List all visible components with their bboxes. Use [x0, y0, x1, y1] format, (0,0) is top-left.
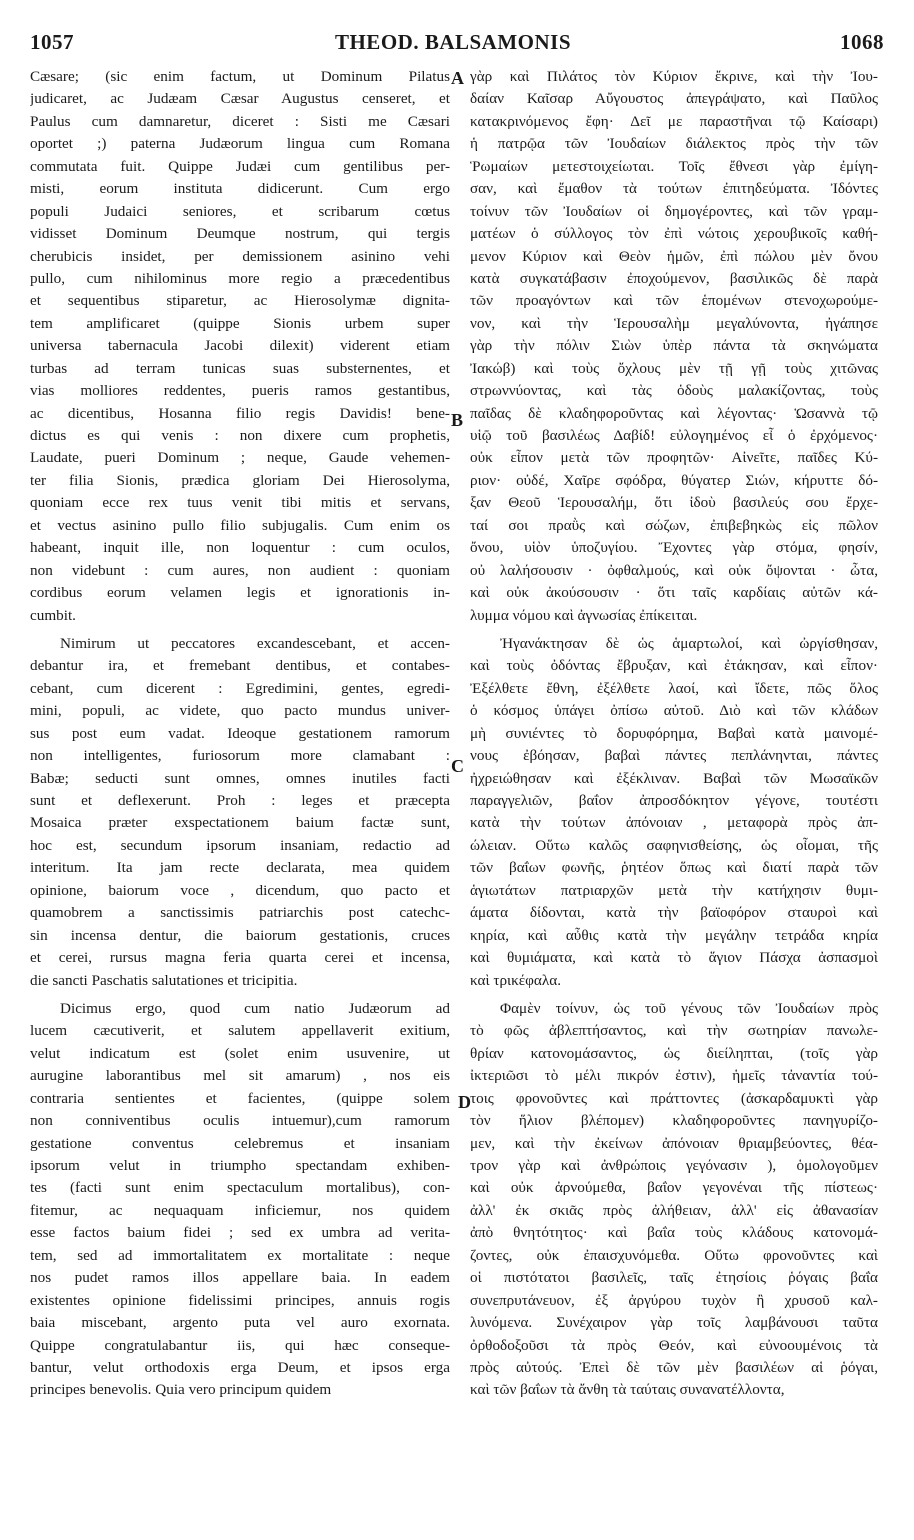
latin-line: hoc est, secundum ipsorum insaniam, redactio ad: [30, 836, 450, 854]
greek-line: στρωννύοντας, καὶ τὰς ὁδοὺς μαλακίζοντας, τοὺς: [470, 382, 878, 400]
latin-line: die sancti Paschatis salutationes et tricipitia.: [30, 971, 298, 989]
latin-line: fitemur, ac nequaquam inficiemur, nos quidem: [30, 1201, 450, 1219]
latin-line: bantur, velut orthodoxis erga Deum, et ipsos erga: [30, 1358, 450, 1376]
latin-line: et sequentibus stiparetur, ac Hierosolymæ dignita-: [30, 292, 450, 310]
section-marker-b: B: [451, 410, 464, 430]
greek-line: οὐκ εἶπον μετὰ τῶν προφητῶν· Αἰνεῖτε, παῖδες Κύ-: [470, 449, 878, 467]
greek-line: Ἰακώβ) καὶ τοὺς ὄχλους μὲν τῇ γῇ τοὺς χιτῶνας: [470, 359, 878, 377]
latin-line: Cæsare; (sic enim factum, ut Dominum Pilatus: [30, 68, 450, 85]
greek-line: συνεπρυτάνευον, ἐξ ἀργύρου τυχὸν ἢ χρυσοῦ καλ-: [470, 1291, 878, 1309]
latin-line: lucem cæcutiverit, et salutem appellaverit exitium,: [30, 1022, 450, 1040]
latin-line: oportet ;) paterna Judæorum lingua cum Romana: [30, 135, 450, 153]
greek-line: παραγγελιῶν, βαΐον ἀπροσδόκητον γέγονε, τουτέστι: [470, 792, 878, 809]
latin-line: non intelligentes, furiosorum more clamabant :: [30, 747, 450, 765]
greek-line: ἁγιωτάτων πατριαρχῶν μετὰ τὴν κατήχησιν θυμι-: [470, 881, 878, 899]
latin-line: aurugine laborantibus mel sit amarum) , nos eis: [30, 1067, 450, 1085]
latin-line: baia miscebant, argento puta vel auro exornata.: [30, 1314, 450, 1332]
latin-line: habeant, inquit ille, non loquentur : cum oculos,: [30, 539, 450, 557]
greek-line: ξαν Θεοῦ Ἱερουσαλήμ, ὅτι ἰδοὺ βασιλεύς σου ἔρχε-: [470, 494, 878, 512]
greek-column: [470, 66, 878, 1402]
greek-line: τρον γὰρ καὶ ἀνθρώποις γεγόνασιν ), ὁμολογοῦμεν: [470, 1157, 878, 1174]
greek-line: ὀρθοδοξοῦσι τὰ πρὸς Θεόν, καὶ εὐνοουμένοις τὰ: [470, 1336, 878, 1354]
greek-line: καὶ τοὺς ὀδόντας ἔβρυξαν, καὶ ἐτάκησαν, καὶ εἶπον·: [470, 657, 878, 675]
greek-line: Φαμὲν τοίνυν, ὡς τοῦ γένους τῶν Ἰουδαίων πρὸς: [500, 999, 878, 1017]
latin-line: commutata fuit. Quippe Judæi cum gentilibus per-: [30, 157, 450, 175]
latin-line: interitum. Ita jam recte declarata, mea quidem: [30, 859, 450, 877]
latin-line: dictus es qui venis : non dixere cum prophetis,: [30, 427, 450, 444]
greek-line: ἀπὸ θνητότητος· καὶ βαΐα τοὺς κλάδους κατονομά-: [470, 1224, 878, 1242]
greek-line: καὶ τρικέφαλα.: [470, 971, 561, 989]
greek-line: μὴ συνιέντες τὸ δορυφόρημα, Βαβαὶ κατὰ μαινομέ-: [470, 724, 878, 742]
latin-line: tem, sed ad immortalitatem ex mortalitate : neque: [30, 1246, 450, 1264]
greek-line: καὶ τῶν βαΐων τὰ ἄνθη τὰ ταύταις συνανατέλλοντα,: [470, 1381, 785, 1399]
latin-line: Nimirum ut peccatores excandescebant, et accen-: [60, 634, 450, 652]
latin-line: contraria sentientes et facientes, (quippe solem: [30, 1089, 450, 1107]
latin-line: non conniventibus oculis intuemur),cum ramorum: [30, 1112, 450, 1130]
greek-line: Ἐξέλθετε ἔθνη, ἐξέλθετε λαοί, καὶ ἴδετε, πῶς ὅλος: [470, 679, 878, 697]
latin-line: gestatione conventus celebremus et insaniam: [30, 1134, 450, 1152]
greek-line: οὐ λαλήσουσιν · ὀφθαλμούς, καὶ οὐκ ὄψονται · ὦτα,: [470, 561, 878, 579]
greek-line: ἠχρειώθησαν καὶ ἐξέκλιναν. Βαβαὶ τῶν Μωσαϊκῶν: [470, 769, 878, 787]
greek-line: οἱ πιστότατοι βασιλεῖς, ταῖς ἐτησίοις ῥόγαις βαΐα: [470, 1269, 878, 1287]
greek-line: νον, καὶ τὴν Ἱερουσαλὴμ μεγαλύνοντα, ἠγάπησε: [470, 314, 878, 332]
latin-line: existentes opinione fidelissimi principes, annuis rogis: [30, 1291, 450, 1309]
latin-line: et vectus asinino pullo filio subjugalis. Cum enim os: [30, 516, 450, 534]
greek-line: ταί σοι πραῢς καὶ σώζων, ἐπιβεβηκὼς εἰς πῶλον: [470, 516, 878, 534]
latin-line: esse factos baium fidei ; sed ex umbra ad verita-: [30, 1224, 450, 1242]
latin-line: cebant, cum dicerent : Egredimini, gentes, egredi-: [30, 679, 450, 697]
latin-column: [30, 66, 450, 1402]
greek-line: τοις φρονοῦντες καὶ πράττοντες (ἀσκαρδαμυκτὶ γὰρ: [470, 1089, 878, 1107]
greek-line: τῶν βαΐων φωνῆς, ῥητέον ὅπως καὶ διατί παρὰ τῶν: [470, 859, 878, 877]
greek-line: κηρία, καὶ αὖθις κατὰ τὴν μεγάλην τετράδα κηρία: [470, 926, 878, 944]
running-header: [22, 30, 884, 56]
greek-line: ὁ κόσμος ὑπάγει ὀπίσω αὐτοῦ. Διὸ καὶ τῶν κλάδων: [470, 702, 878, 720]
latin-line: quamobrem a sanctissimis patriarchis post catechc-: [30, 904, 450, 922]
greek-line: άματα δίδονται, κατὰ τὴν βαϊοφόρον σταυροὶ καὶ: [470, 904, 878, 922]
greek-line: ριον· οὐδέ, Χαῖρε σφόδρα, θύγατερ Σιών, κήρυττε δό-: [470, 471, 878, 489]
greek-line: λυμμα νόμου καὶ ἀγνωσίας ἐπίκειται.: [470, 606, 698, 624]
latin-line: Quippe congratulabantur iis, qui hæc conseque-: [30, 1336, 450, 1354]
latin-line: mini, populi, ac videte, quo pacto mundus univer-: [30, 702, 450, 720]
greek-line: ματέων ὁ σύλλογος τὸν ἐπὶ νώτοις χερουβικοῖς καθή-: [470, 225, 878, 243]
running-title: THEOD. BALSAMONIS: [334, 30, 572, 54]
latin-line: Paulus cum damnaretur, diceret : Sisti me Cæsari: [30, 112, 450, 130]
greek-line: ζοντες, οὐκ ἐπαισχυνόμεθα. Οὕτω φρονοῦντες καὶ: [470, 1246, 878, 1264]
page-number-right: 1068: [840, 30, 884, 54]
latin-line: principes benevolis. Quia vero principum quidem: [30, 1381, 332, 1399]
greek-line: τὸν ἥλιον βλέπομεν) κλαδηφοροῦντες πανηγυρίζο-: [470, 1112, 878, 1130]
greek-line: σαν, καὶ ἔμαθον τὰ τούτων ἐπιτηδεύματα. Ἰδόντες: [470, 180, 878, 198]
latin-line: ac dicentibus, Hosanna filio regis Davidis! bene-: [30, 404, 450, 422]
latin-line: cordibus eorum velamen legis et ignorationis in-: [30, 584, 450, 602]
latin-line: Mosaica præter exspectationem baium factæ sunt,: [30, 814, 450, 832]
latin-line: quoniam ecce rex tuus venit tibi mitis et servans,: [30, 494, 450, 512]
latin-line: tes (facti sunt enim spectaculum mortalibus), con-: [30, 1179, 450, 1197]
greek-line: καὶ οὐκ ἀκούσουσιν · ὅτι ταῖς καρδίαις αὐτῶν κά-: [470, 584, 878, 602]
section-marker-d: D: [458, 1092, 471, 1112]
greek-line: κατὰ συγκατάβασιν ἐποχούμενον, βασιλικῶς δὲ παρὰ: [470, 269, 878, 287]
greek-line: μενον Κύριον καὶ Θεὸν ἡμῶν, ἐπὶ πώλου μὲν ὄνου: [470, 247, 878, 265]
greek-line: ἰκτεριῶσι τὸ μέλι πικρόν ἐστιν), ἡμεῖς τἀναντία τού-: [470, 1067, 878, 1085]
greek-line: Ῥωμαίων μετεστοιχείωται. Τοῖς ἔθνεσι γὰρ ἐμίγη-: [470, 157, 878, 175]
greek-line: νους ἐβόησαν, βαβαὶ πάντες πεπλάνηνται, πάντες: [470, 747, 878, 765]
latin-line: Laudate, pueri Dominum ; neque, Gaude vehemen-: [30, 449, 450, 467]
greek-line: τοίνυν τῶν Ἰουδαίων οἱ δημογέροντες, καὶ τῶν γραμ-: [470, 202, 878, 220]
greek-line: ἀλλ' ἐκ σκιᾶς πρὸς ἀλήθειαν, ἀλλ' εἰς ἀθανασίαν: [470, 1201, 878, 1219]
greek-line: γὰρ καὶ Πιλάτος τὸν Κύριον ἔκρινε, καὶ τὴν Ἰου-: [470, 68, 878, 85]
latin-line: Babæ; seducti sunt omnes, omnes inutiles facti: [30, 769, 450, 787]
latin-line: turbas ad terram tunicas suas substernentes, et: [30, 359, 450, 377]
latin-line: universa tabernacula Jacobi dilexit) viderent etiam: [30, 337, 450, 355]
greek-line: Ἠγανάκτησαν δὲ ὡς ἁμαρτωλοί, καὶ ὠργίσθησαν,: [500, 634, 878, 652]
latin-line: tem amplificaret (quippe Sionis urbem super: [30, 314, 450, 332]
greek-line: τὸ φῶς ἀβλεπτήσαντος, καὶ τὴν σωτηρίαν πανωλε-: [470, 1022, 878, 1040]
greek-line: δαίαν Καῖσαρ Αὔγουστος ἀπεγράψατο, καὶ Παῦλος: [470, 90, 878, 108]
latin-line: vias molliores reddentes, pueris ramos gestantibus,: [30, 382, 450, 400]
latin-line: misti, eorum instituta didicerunt. Cum ergo: [30, 180, 450, 198]
section-marker-a: A: [451, 68, 464, 88]
greek-line: παῖδας δὲ κλαδηφοροῦντας καὶ λέγοντας· Ὡσαννὰ τῷ: [470, 404, 878, 422]
latin-line: cherubicis insidet, per demissionem asinino vehi: [30, 247, 450, 265]
page-number-left: 1057: [30, 30, 74, 54]
greek-line: λυνόμενα. Συνέχαιρον γὰρ τοῖς λαμβάνουσι ταῦτα: [470, 1314, 878, 1332]
latin-line: Dicimus ergo, quod cum natio Judæorum ad: [60, 999, 450, 1017]
latin-line: et cerei, rursus magna feria quarta cerei et incensa,: [30, 949, 450, 967]
greek-line: θρίαν κατονομάσαντος, ὡς διείληπται, (τοῖς γὰρ: [470, 1044, 878, 1062]
greek-line: ἡ πατρῷα τῶν Ἰουδαίων διάλεκτος πρὸς τὴν τῶν: [470, 135, 878, 153]
latin-line: opinione, baiorum voce , dicendum, quo pacto et: [30, 881, 450, 899]
greek-line: μεν, καὶ τὴν ἐκείνων ἀπόνοιαν θριαμβεύοντες, θέα-: [470, 1134, 878, 1152]
latin-line: non videbunt : cum aures, non audient : quoniam: [30, 561, 450, 579]
latin-line: cumbit.: [30, 606, 76, 624]
latin-line: velut indicatum est (solet enim usuvenire, ut: [30, 1044, 450, 1062]
greek-line: κατὰ τὴν τούτων ἀπόνοιαν , μεταφορὰ πρὸς ἀπ-: [470, 814, 878, 832]
greek-line: καὶ θυμιάματα, καὶ κατὰ τὸ ἅγιον Πάσχα ἀσπασμοὶ: [470, 949, 878, 967]
latin-line: ter filia Sionis, prædica gloriam Dei Hierosolyma,: [30, 471, 450, 489]
latin-line: sunt et deflexerunt. Proh : leges et præcepta: [30, 792, 450, 809]
latin-line: debantur ira, et fremebant dentibus, et contabes-: [30, 657, 450, 675]
greek-line: πρὸς αὐτούς. Ἐπεὶ δὲ τῶν μὲν βασιλέων αἱ ῥόγαι,: [470, 1358, 878, 1376]
latin-line: sin incensa dentur, die baiorum gestationis, cruces: [30, 926, 450, 944]
latin-line: judicaret, ac Judæam Cæsar Augustus censeret, et: [30, 90, 450, 108]
greek-line: υἱῷ τοῦ βασιλέως Δαβίδ! εὐλογημένος εἶ ὁ ἐρχόμενος·: [470, 427, 878, 444]
greek-line: καὶ οὐκ ἀρνούμεθα, βαΐον γεγονέναι τῆς πίστεως·: [470, 1179, 878, 1197]
greek-line: ὄνου, υἱὸν ὑποζυγίου. Ἔχοντες γὰρ στόμα, φησίν,: [470, 539, 878, 557]
latin-line: nos pudet ramos illos appellare baia. In eadem: [30, 1269, 450, 1287]
greek-line: τῶν προαγόντων καὶ τῶν ἑπομένων στενοχωρούμε-: [470, 292, 878, 310]
greek-line: ώλειαν. Οὕτω καλῶς σαφηνισθείσης, ὡς οἶομαι, τῆς: [470, 836, 878, 854]
section-marker-c: C: [451, 756, 464, 776]
latin-line: pullo, cum nihilominus more regio a præcedentibus: [30, 269, 450, 287]
greek-line: κατακρινόμενος ἔφη· Δεῖ με παραστῆναι τῷ Καίσαρι): [470, 112, 878, 130]
latin-line: ipsorum velut in triumpho spectandam exhiben-: [30, 1157, 450, 1174]
latin-line: sus post eum vadat. Ideoque gestationem ramorum: [30, 724, 450, 742]
latin-line: populi Judaici seniores, et scribarum cœtus: [30, 202, 450, 220]
greek-line: γὰρ τὴν πόλιν Σιὼν ὑπὲρ πάντα τὰ σκηνώματα: [470, 337, 878, 355]
latin-line: vidisset Dominum Deumque nostrum, qui tergis: [30, 225, 450, 243]
